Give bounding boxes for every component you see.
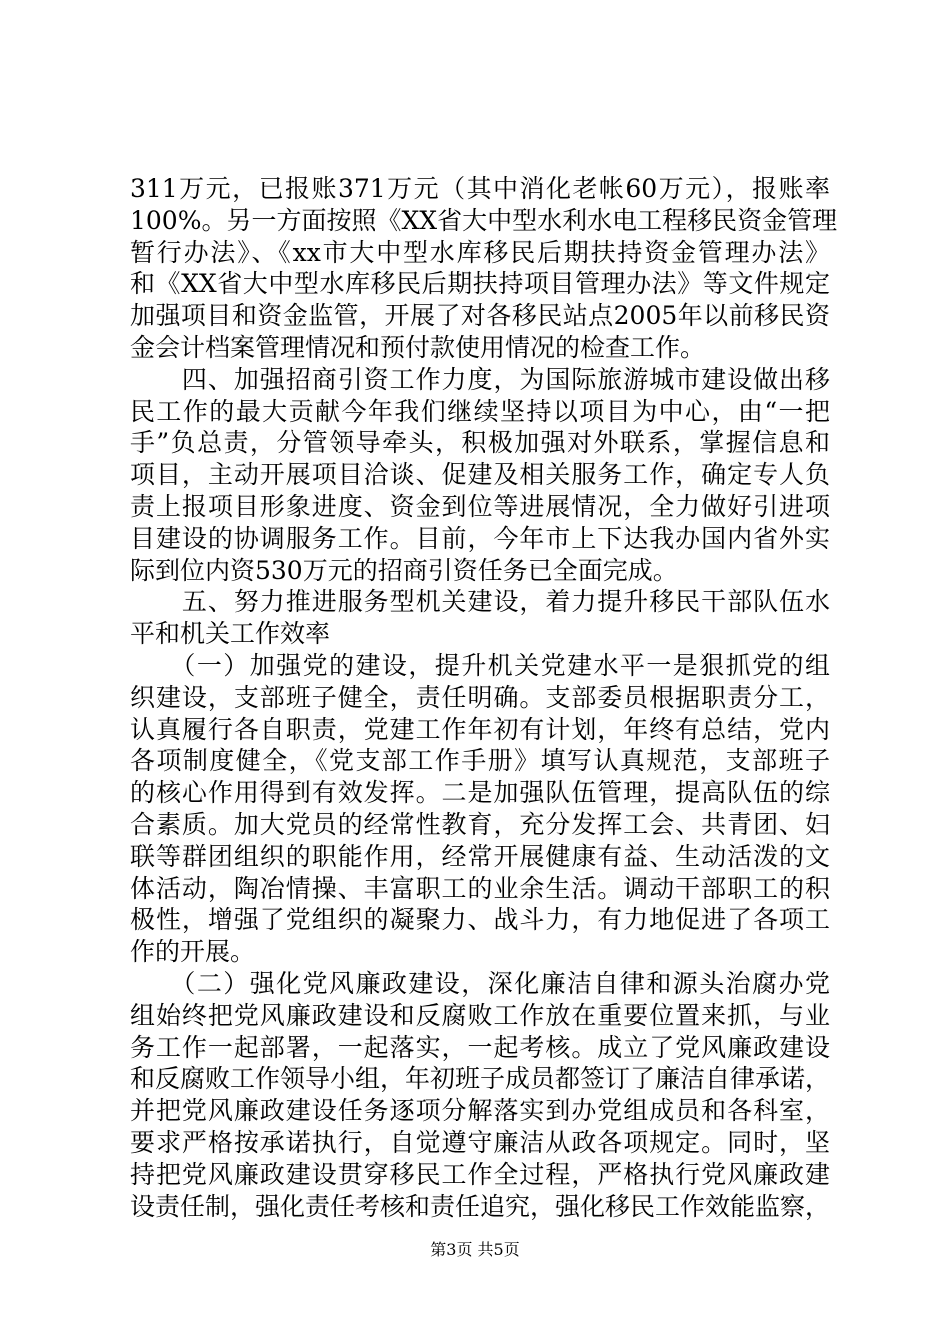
text-line: 平和机关工作效率 — [130, 619, 331, 649]
text-line: 项目，主动开展项目洽谈、促建及相关服务工作，确定专人负 — [130, 460, 830, 490]
paragraph — [130, 586, 830, 650]
text-line: 责上报项目形象进度、资金到位等进展情况，全力做好引进项 — [130, 491, 830, 521]
text-line: 暂行办法》、《xx市大中型水库移民后期扶持资金管理办法》 — [130, 237, 830, 267]
text-line: （一）加强党的建设，提升机关党建水平一是狠抓党的组 — [130, 650, 830, 680]
text-line: 并把党风廉政建设任务逐项分解落实到办党组成员和各科室， — [130, 1096, 830, 1126]
paragraph — [130, 173, 838, 364]
text-line: 体活动，陶冶情操、丰富职工的业余生活。调动干部职工的积 — [130, 873, 830, 903]
text-line: 持把党风廉政建设贯穿移民工作全过程，严格执行党风廉政建 — [130, 1159, 830, 1189]
text-line: 手”负总责，分管领导牵头，积极加强对外联系，掌握信息和 — [130, 428, 830, 458]
text-line: 作的开展。 — [130, 937, 256, 967]
text-line: 100%。另一方面按照《XX省大中型水利水电工程移民资金管理 — [130, 205, 838, 235]
paragraph — [130, 650, 830, 968]
text-line: 和反腐败工作领导小组，年初班子成员都签订了廉洁自律承诺， — [130, 1064, 831, 1094]
paragraph — [130, 968, 830, 1222]
text-line: 设责任制，强化责任考核和责任追究，强化移民工作效能监察， — [130, 1191, 831, 1221]
text-line: 五、努力推进服务型机关建设，着力提升移民干部队伍水 — [130, 587, 830, 617]
text-line: 际到位内资530万元的招商引资任务已全面完成。 — [130, 555, 678, 585]
text-line: 民工作的最大贡献今年我们继续坚持以项目为中心，由“一把 — [130, 396, 830, 426]
text-line: 目建设的协调服务工作。目前，今年市上下达我办国内省外实 — [130, 523, 830, 553]
text-line: 组始终把党风廉政建设和反腐败工作放在重要位置来抓，与业 — [130, 1000, 830, 1030]
text-line: 和《XX省大中型水库移民后期扶持项目管理办法》等文件规定 — [130, 269, 830, 299]
text-line: 311万元，已报账371万元（其中消化老帐60万元），报账率 — [130, 174, 830, 203]
text-line: 合素质。加大党员的经常性教育，充分发挥工会、共青团、妇 — [130, 809, 830, 839]
document-body — [130, 173, 838, 1222]
text-line: 联等群团组织的职能作用，经常开展健康有益、生动活泼的文 — [130, 841, 830, 871]
text-line: 四、加强招商引资工作力度，为国际旅游城市建设做出移 — [130, 364, 830, 394]
text-line: 各项制度健全，《党支部工作手册》填写认真规范，支部班子 — [130, 746, 830, 776]
text-line: 金会计档案管理情况和预付款使用情况的检查工作。 — [130, 332, 706, 362]
page-footer: 第3页 共5页 — [430, 1240, 520, 1259]
text-line: 极性，增强了党组织的凝聚力、战斗力，有力地促进了各项工 — [130, 905, 830, 935]
text-line: （二）强化党风廉政建设，深化廉洁自律和源头治腐办党 — [130, 968, 830, 998]
text-line: 织建设，支部班子健全，责任明确。支部委员根据职责分工， — [130, 682, 830, 712]
text-line: 务工作一起部署，一起落实，一起考核。成立了党风廉政建设 — [130, 1032, 830, 1062]
text-line: 要求严格按承诺执行，自觉遵守廉洁从政各项规定。同时，坚 — [130, 1127, 830, 1157]
paragraph — [130, 364, 830, 587]
text-line: 加强项目和资金监管，开展了对各移民站点2005年以前移民资 — [130, 301, 830, 331]
text-line: 的核心作用得到有效发挥。二是加强队伍管理，提高队伍的综 — [130, 778, 830, 808]
text-line: 认真履行各自职责，党建工作年初有计划，年终有总结，党内 — [130, 714, 830, 744]
